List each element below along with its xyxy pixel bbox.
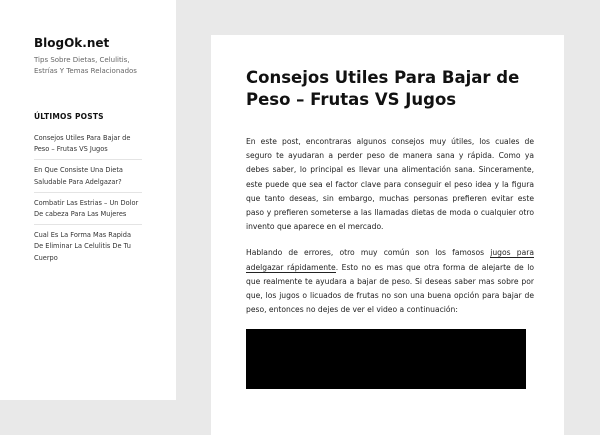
recent-post-link[interactable]: Consejos Utiles Para Bajar de Peso – Frutas VS Jugos (34, 134, 131, 154)
list-item (34, 230, 142, 268)
site-description: Tips Sobre Dietas, Celulitis, Estrías Y Temas Relacionados (34, 56, 137, 75)
list-item (34, 165, 142, 192)
paragraph-text: Hablando de errores, otro muy común son los famosos (246, 248, 491, 258)
sidebar (0, 0, 176, 400)
article-content (246, 135, 534, 389)
article-paragraph (246, 246, 534, 317)
inline-link[interactable]: jugos para adelgazar rápidamente (246, 248, 535, 272)
site-title[interactable]: BlogOk.net (34, 36, 110, 50)
article (211, 35, 564, 435)
recent-post-link[interactable]: Cual Es La Forma Mas Rapida De Eliminar La Celulitis De Tu Cuerpo (34, 231, 131, 262)
recent-posts-heading: ÚLTIMOS POSTS (34, 112, 104, 121)
video-player[interactable] (246, 329, 526, 389)
paragraph-text: . Esto no es mas que otra forma de alejarte de lo que realmente te ayudara a bajar de peso. Si deseas saber mas sobre por que, los jugos o licuados de frutas no son una buena opción para bajar de peso, entonces no dejes de ver el video a continuación: (246, 262, 534, 315)
recent-post-link[interactable]: En Que Consiste Una Dieta Saludable Para Adelgazar? (34, 166, 123, 186)
list-item (34, 198, 142, 225)
list-item (34, 133, 142, 160)
article-paragraph: En este post, encontraras algunos consejos muy útiles, los cuales de seguro te ayudaran a perder peso de manera sana y rápida. Como ya debes saber, lo principal es llevar una alimentación sana. Sinceramente, este puede que sea el factor clave para conseguir el peso idea y la figura que tanto deseas, sin embargo, muchas personas prefieren evitar este paso y prefieren someterse a las llamadas dietas de moda o cualquier otro invento que aparece en el mercado. (246, 137, 534, 232)
recent-posts-list (34, 133, 142, 268)
recent-post-link[interactable]: Combatir Las Estrias – Un Dolor De cabeza Para Las Mujeres (34, 198, 139, 219)
article-title[interactable]: Consejos Utiles Para Bajar de Peso – Frutas VS Jugos (246, 68, 520, 109)
